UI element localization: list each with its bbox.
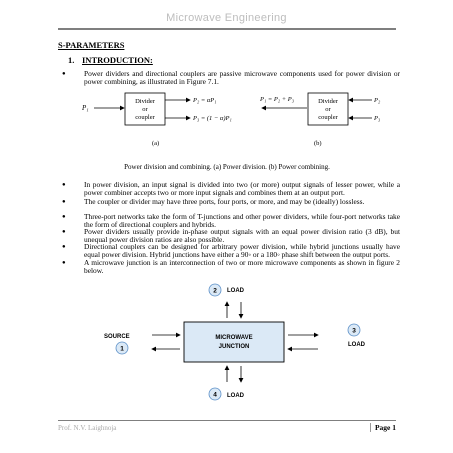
- port-2-number: 2: [213, 287, 217, 295]
- bullet-dot: ●: [62, 214, 66, 220]
- port-4-label: LOAD: [227, 393, 244, 399]
- bullet-item: [62, 197, 400, 206]
- bullet-item: [62, 180, 400, 198]
- box-a-line1: Divider: [135, 98, 155, 105]
- port-3-number: 3: [352, 327, 356, 335]
- bullet-text: Power dividers usually provide in-phase output signals with an equal power division ratio (3 dB), but unequal power division ratios are also possible.: [84, 227, 400, 245]
- box-b-line1: Divider: [318, 98, 338, 105]
- header-rule: [58, 28, 396, 30]
- box-b-line3: coupler: [318, 114, 338, 121]
- subsection-text: INTRODUCTION:: [82, 55, 153, 65]
- section-title: S-PARAMETERS: [58, 40, 125, 50]
- port-1-label: SOURCE: [104, 334, 130, 340]
- panel-label-b: (b): [314, 140, 322, 147]
- bullet-text: Power dividers and directional couplers are passive microwave components used for power division or power combining, as illustrated in Figure 7.1.: [84, 69, 400, 87]
- running-head: Microwave Engineering: [166, 12, 287, 24]
- footer-author: Prof. N.V. Laighnoja: [58, 424, 117, 432]
- footer-page-number: [370, 423, 396, 432]
- box-a-line3: coupler: [135, 114, 155, 121]
- subsection-title: [68, 55, 153, 65]
- port-1-number: 1: [120, 345, 124, 353]
- junction-label-line2: JUNCTION: [218, 344, 250, 350]
- bullet-dot: ●: [62, 182, 66, 188]
- port-2-label: LOAD: [227, 288, 244, 294]
- footer-rule: [58, 420, 396, 421]
- bullet-text: A microwave junction is an interconnection of two or more microwave components as shown in figure 2 below.: [84, 258, 400, 276]
- bullet-item: [62, 69, 400, 87]
- power-division-figure: [82, 90, 382, 160]
- junction-box: [184, 322, 284, 362]
- input-label-p3: P₃: [374, 115, 381, 122]
- port-4-number: 4: [213, 391, 217, 399]
- port-3-label: LOAD: [348, 342, 365, 348]
- output-label-sum: P₁ = P₂ + P₃: [260, 96, 294, 103]
- junction-label-line1: MICROWAVE: [215, 335, 253, 341]
- box-b-line2: or: [325, 106, 331, 113]
- figure-panel-a: [82, 93, 232, 147]
- input-label-p2: P₂: [374, 97, 381, 104]
- box-a-line2: or: [142, 106, 148, 113]
- output-label-1: P₂ = αP₁: [193, 97, 217, 104]
- figure-panel-b: [259, 93, 381, 147]
- bullet-text: In power division, an input signal is divided into two (or more) output signals of lesser power, while a power combiner accepts two or more input signals and combines them at an output port.: [84, 180, 400, 198]
- bullet-dot: ●: [62, 244, 66, 250]
- bullet-dot: ●: [62, 229, 66, 235]
- bullet-dot: ●: [62, 199, 66, 205]
- input-label-p1: P₁: [82, 104, 89, 112]
- bullet-text: Three-port networks take the form of T-junctions and other power dividers, while four-port networks take the form of directional couplers and hybrids.: [84, 212, 400, 230]
- subsection-number: 1.: [68, 55, 75, 65]
- microwave-junction-figure: [92, 280, 382, 405]
- figure-caption: Power division and combining. (a) Power division. (b) Power combining.: [124, 163, 330, 171]
- bullet-dot: ●: [62, 71, 66, 77]
- bullet-item: [62, 258, 400, 276]
- bullet-dot: ●: [62, 260, 66, 266]
- output-label-2: P₃ = (1 − α)P₁: [193, 115, 232, 122]
- bullet-text: The coupler or divider may have three ports, four ports, or more, and may be (ideally) lossless.: [84, 197, 365, 206]
- page-number-text: Page 1: [370, 423, 396, 432]
- bullet-text: Directional couplers can be designed for arbitrary power division, while hybrid junctions usually have equal power division. Hybrid junctions have either a 90◦ or a 180◦ phase shift between the output ports.: [84, 242, 400, 260]
- panel-label-a: (a): [152, 140, 160, 147]
